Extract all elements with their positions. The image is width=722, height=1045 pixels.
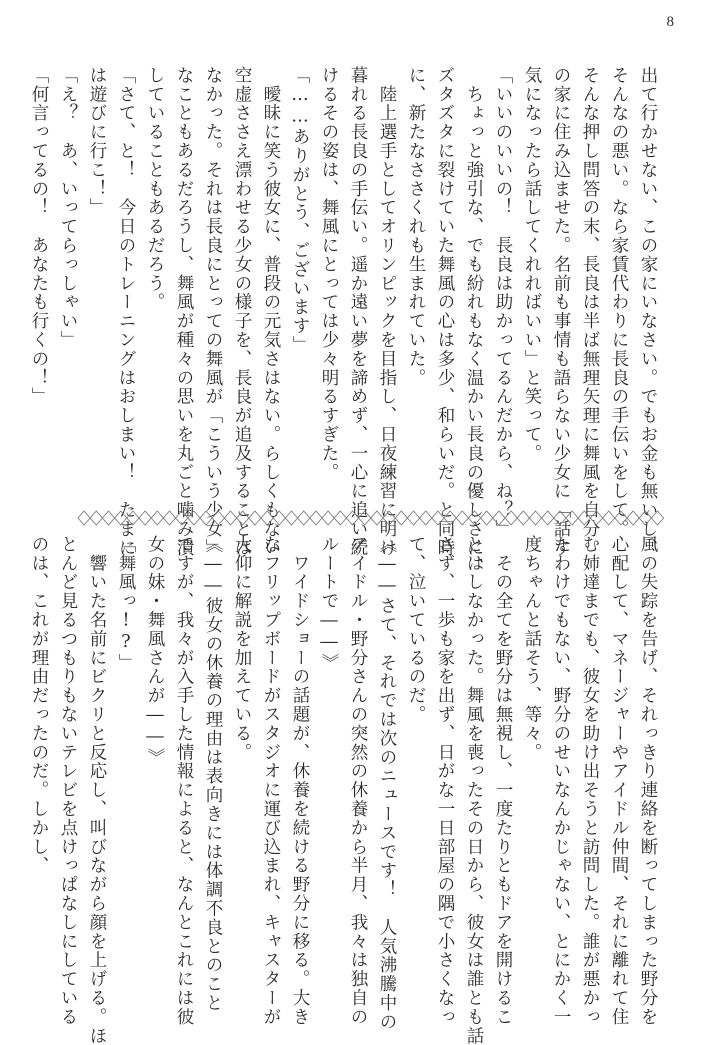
diamond-mark xyxy=(444,511,456,525)
text-line: ルートで――》 xyxy=(319,535,339,673)
text-line: 「え？ あ、いってらっしゃい」 xyxy=(58,66,78,350)
diamond-mark xyxy=(603,511,615,525)
text-line: は遊びに行こ！」 xyxy=(87,66,107,218)
diamond-mark xyxy=(651,511,663,525)
text-line: て、泣いているのだ。 xyxy=(406,535,426,724)
diamond-mark xyxy=(407,511,419,525)
text-line: 心配して、マネージャーやアイドル仲間、それに離れて住 xyxy=(609,535,629,1027)
diamond-mark xyxy=(529,511,541,525)
text-line: 「いいのいいの！ 長良は助かってるんだから、ね？」 xyxy=(493,66,513,539)
diamond-mark xyxy=(432,511,444,525)
text-line: 陸上選手としてオリンピックを目指し、日夜練習に明け xyxy=(377,66,397,558)
text-line: 気になったら話してくれればいい」と笑って。 xyxy=(522,66,542,463)
diamond-mark xyxy=(456,511,468,525)
text-line: アイドル・野分さんの突然の休養から半月、我々は独自の xyxy=(348,535,368,1027)
diamond-mark xyxy=(468,511,480,525)
diamond-mark xyxy=(188,511,200,525)
diamond-mark xyxy=(481,511,493,525)
text-line: ですが、我々が入手した情報によると、なんとこれには彼 xyxy=(174,535,194,1027)
diamond-mark xyxy=(639,511,651,525)
text-line: その全てを野分は無視し、一度たりともドアを開けるこ xyxy=(493,535,513,1027)
text-line: ズタズタに裂けていた舞風の心は多少、和らいだ。と同時 xyxy=(435,66,455,558)
diamond-mark xyxy=(505,511,517,525)
text-line: に、新たなささくれも生まれていた。 xyxy=(406,66,426,388)
text-line: なフリップボードがスタジオに運び込まれ、キャスターが xyxy=(261,535,281,1027)
diamond-mark xyxy=(627,511,639,525)
diamond-mark xyxy=(517,511,529,525)
text-line: の家に住み込ませた。名前も事情も語らない少女に「話す xyxy=(551,66,571,558)
text-block-bottom xyxy=(29,535,662,1045)
text-line: のは、これが理由だったのだ。しかし、 xyxy=(29,535,49,876)
diamond-mark xyxy=(102,511,114,525)
text-line: 出て行かせない、この家にいなさい。でもお金も無いし、 xyxy=(638,66,658,558)
text-line: なかった。それは長良にとっての舞風が「こういう少女」 xyxy=(203,66,223,558)
diamond-mark xyxy=(371,511,383,525)
text-line: 響いた名前にビクリと反応し、叫びながら顔を上げる。ほ xyxy=(87,535,107,1045)
text-line: 空虚ささえ漂わせる少女の様子を、長良が追及することは xyxy=(232,66,252,558)
text-line: そんなの悪い。なら家賃代わりに長良の手伝いをして。 xyxy=(609,66,629,539)
diamond-mark xyxy=(176,511,188,525)
diamond-mark xyxy=(249,511,261,525)
text-line: そんな押し問答の末、長良は半ば無理矢理に舞風を自分 xyxy=(580,66,600,539)
diamond-mark xyxy=(310,511,322,525)
diamond-mark xyxy=(200,511,212,525)
text-line: していることもあるだろう。 xyxy=(145,66,165,312)
diamond-mark xyxy=(163,511,175,525)
diamond-mark xyxy=(151,511,163,525)
text-line: なこともあるだろうし、舞風が種々の思いを丸ごと噛み潰 xyxy=(174,66,194,558)
diamond-mark xyxy=(298,511,310,525)
text-line: さず、一歩も家を出ず、日がな一日部屋の隅で小さくなっ xyxy=(435,535,455,1027)
diamond-mark xyxy=(383,511,395,525)
text-line: 《――彼女の休養の理由は表向きには体調不良とのこと xyxy=(203,535,223,1013)
page-number: 8 xyxy=(666,14,674,30)
diamond-mark xyxy=(554,511,566,525)
diamond-mark xyxy=(346,511,358,525)
text-line: とんど見るつもりもないテレビを点けっぱなしにしている xyxy=(58,535,78,1027)
diamond-mark xyxy=(542,511,554,525)
diamond-mark xyxy=(334,511,346,525)
text-line: 「……ありがとう、ございます」 xyxy=(290,66,310,355)
text-line: ちょっと強引な、でも紛れもなく温かい長良の優しさに、 xyxy=(464,66,484,577)
diamond-mark xyxy=(285,511,297,525)
text-line: けるその姿は、舞風にとっては少々明るすぎた。 xyxy=(319,66,339,482)
text-line: 暮れる長良の手伝い。遥か遠い夢を諦めず、一心に追い続 xyxy=(348,66,368,558)
text-line: ワイドショーの話題が、休養を続ける野分に移る。大き xyxy=(290,535,310,1027)
diamond-mark xyxy=(78,511,90,525)
diamond-mark xyxy=(212,511,224,525)
text-line: 曖昧に笑う彼女に、普段の元気さはない。らしくもない xyxy=(261,66,281,558)
text-line: 女の妹・舞風さんが――》 xyxy=(145,535,165,767)
text-line: 風の失踪を告げ、それっきり連絡を断ってしまった野分を xyxy=(638,535,658,1027)
text-block-top xyxy=(29,66,662,577)
diamond-mark xyxy=(237,511,249,525)
diamond-divider xyxy=(78,510,668,526)
diamond-mark xyxy=(578,511,590,525)
diamond-mark xyxy=(115,511,127,525)
text-line: 《――さて、それでは次のニュースです！ 人気沸騰中の xyxy=(377,535,397,1032)
diamond-mark xyxy=(261,511,273,525)
diamond-mark xyxy=(127,511,139,525)
text-line: 「さて、と！ 今日のトレーニングはおしまい！ たまに xyxy=(116,66,136,558)
diamond-mark xyxy=(139,511,151,525)
text-line: 度ちゃんと話そう、等々。 xyxy=(522,535,542,762)
text-line: たわけでもない、野分のせいなんかじゃない、とにかく一 xyxy=(551,535,571,1027)
text-line: 「何言ってるの！ あなたも行くの！」 xyxy=(29,66,49,407)
text-line: 「舞風っ!?」 xyxy=(116,535,136,673)
text-line: とはしなかった。舞風を喪ったその日から、彼女は誰とも話 xyxy=(464,535,484,1045)
diamond-mark xyxy=(322,511,334,525)
diamond-mark xyxy=(566,511,578,525)
text-line: 大仰に解説を加えている。 xyxy=(232,535,252,762)
diamond-mark xyxy=(615,511,627,525)
diamond-mark xyxy=(273,511,285,525)
diamond-mark xyxy=(395,511,407,525)
diamond-mark xyxy=(224,511,236,525)
diamond-mark xyxy=(590,511,602,525)
diamond-mark xyxy=(359,511,371,525)
text-line: む姉達までも、彼女を助け出そうと訪問した。誰が悪かっ xyxy=(580,535,600,1027)
diamond-mark xyxy=(420,511,432,525)
diamond-mark xyxy=(90,511,102,525)
diamond-mark xyxy=(493,511,505,525)
